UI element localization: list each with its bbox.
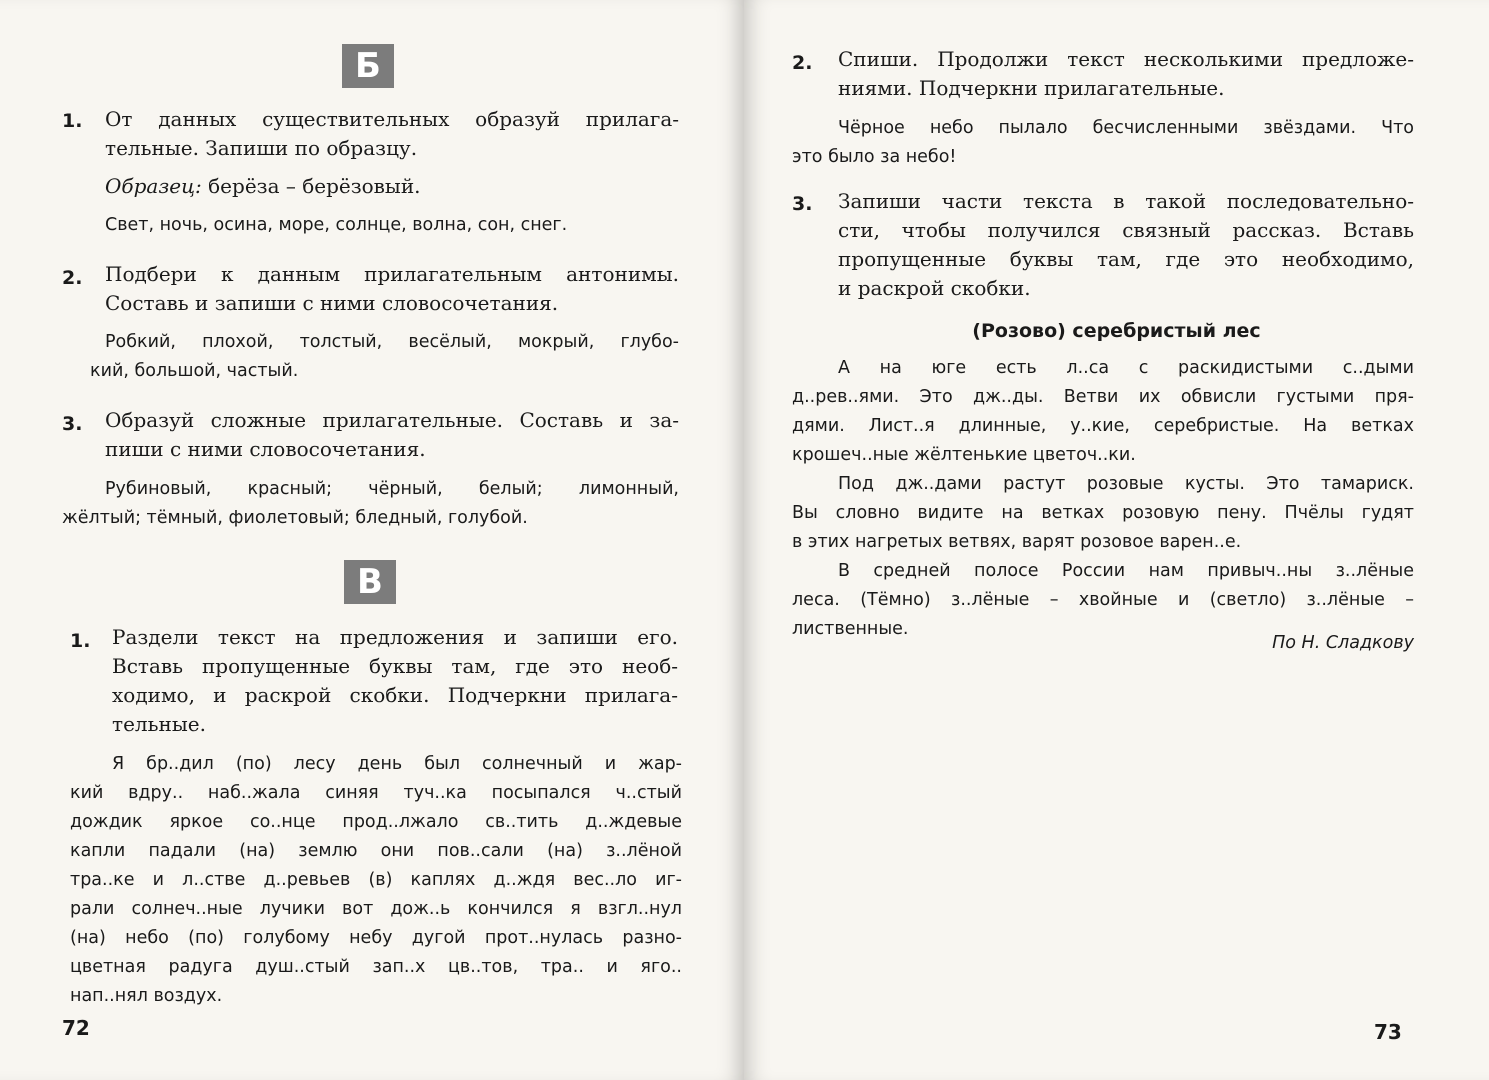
story-line: В средней полосе России нам привыч..ны з..лёные [838, 561, 1414, 581]
story-title: (Розово) серебристый лес [972, 320, 1261, 342]
task-v1-text-line: Я бр..дил (по) лесу день был солнечный и жар- [112, 754, 682, 774]
story-line: Вы словно видите на ветках розовую пену. Пчёлы гудят [792, 503, 1414, 523]
task-v1-text-line: дождик яркое со..нце прод..лжало св..тить д..ждевые [70, 812, 682, 832]
task-v1-instruction [112, 623, 678, 739]
task-1-number: 1. [62, 110, 83, 132]
right-task-2-text [792, 114, 1414, 172]
right-task-3-line: пропущенные буквы там, где это необходимо, [838, 247, 1414, 271]
right-task-2-line: Спиши. Продолжи текст несколькими предложе- [838, 47, 1414, 71]
task-2-words-line: Робкий, плохой, толстый, весёлый, мокрый, глубо- [105, 332, 679, 352]
sample-text: берёза – берёзовый. [201, 174, 421, 198]
right-task-2-line: ниями. Подчеркни прилагательные. [838, 76, 1225, 100]
task-v1-line: Вставь пропущенные буквы там, где это необ- [112, 654, 678, 678]
task-v1-line: тельные. [112, 712, 206, 736]
story-author: По Н. Сладкову [1272, 633, 1414, 653]
task-1-line: тельные. Запиши по образцу. [105, 136, 418, 160]
task-1-sample [105, 172, 421, 201]
task-2-words [90, 328, 679, 386]
story-line: д..рев..ями. Это дж..ды. Ветви их обвисли густыми пря- [792, 387, 1414, 407]
task-3-line: Образуй сложные прилагательные. Составь и за- [105, 408, 679, 432]
section-v-badge: В [344, 560, 396, 604]
right-task-2-instruction [838, 45, 1414, 103]
right-task-3-instruction [838, 187, 1414, 303]
task-v1-text-line: тра..ке и л..стве д..ревьев (в) каплях д..ждя вес..ло иг- [70, 870, 682, 890]
section-b-badge: Б [342, 44, 394, 88]
story-line: дями. Лист..я длинные, у..кие, серебристые. На ветках [792, 416, 1414, 436]
story-line: лиственные. [792, 619, 909, 639]
task-v1-text [70, 750, 682, 1011]
task-2-instruction [105, 260, 679, 318]
page-number-right: 73 [1374, 1020, 1402, 1044]
right-task-2-number: 2. [792, 52, 813, 74]
right-task-3-number: 3. [792, 193, 813, 215]
story-line: Под дж..дами растут розовые кусты. Это тамариск. [838, 474, 1414, 494]
task-2-line: Составь и запиши с ними словосочетания. [105, 291, 559, 315]
right-task-3-line: Запиши части текста в такой последовательно- [838, 189, 1414, 213]
right-task-3-line: сти, чтобы получился связный рассказ. Вставь [838, 218, 1414, 242]
task-v1-number: 1. [70, 630, 91, 652]
task-3-line: пиши с ними словосочетания. [105, 437, 426, 461]
story-line: леса. (Тёмно) з..лёные – хвойные и (светло) з..лёные – [792, 590, 1414, 610]
task-v1-text-line: капли падали (на) землю они пов..сали (на) з..лёной [70, 841, 682, 861]
page-number-left: 72 [62, 1016, 90, 1040]
task-2-number: 2. [62, 267, 83, 289]
task-v1-text-line: (на) небо (по) голубому небу дугой прот..нулась разно- [70, 928, 682, 948]
task-1-line: От данных существительных образуй прилага- [105, 107, 679, 131]
right-task-2-text-line: это было за небо! [792, 147, 957, 167]
task-3-words [62, 475, 679, 533]
task-3-instruction [105, 406, 679, 464]
task-1-words-line: Свет, ночь, осина, море, солнце, волна, сон, снег. [105, 215, 568, 235]
left-page [0, 0, 744, 1080]
task-v1-text-line: кий вдру.. наб..жала синяя туч..ка посыпался ч..стый [70, 783, 682, 803]
task-2-line: Подбери к данным прилагательным антонимы. [105, 262, 679, 286]
task-3-words-line: жёлтый; тёмный, фиолетовый; бледный, голубой. [62, 508, 528, 528]
task-v1-text-line: рали солнеч..ные лучики вот дож..ь кончился я взгл..нул [70, 899, 682, 919]
task-3-words-line: Рубиновый, красный; чёрный, белый; лимонный, [105, 479, 679, 499]
task-v1-text-line: цветная радуга душ..стый зап..х цв..тов, тра.. и яго.. [70, 957, 682, 977]
task-v1-text-line: нап..нял воздух. [70, 986, 223, 1006]
story-line: в этих нагретых ветвях, варят розовое варен..е. [792, 532, 1242, 552]
task-v1-line: ходимо, и раскрой скобки. Подчеркни прилага- [112, 683, 678, 707]
story-line: крошеч..ные жёлтенькие цветоч..ки. [792, 445, 1136, 465]
task-1-instruction [105, 105, 679, 163]
task-3-number: 3. [62, 413, 83, 435]
sample-label: Образец: [105, 174, 202, 198]
story-line: А на юге есть л..са с раскидистыми с..дыми [838, 358, 1414, 378]
task-2-words-line: кий, большой, частый. [90, 361, 299, 381]
story-text [792, 354, 1414, 644]
task-1-words [105, 211, 675, 240]
right-task-3-line: и раскрой скобки. [838, 276, 1031, 300]
right-page [744, 0, 1489, 1080]
task-v1-line: Раздели текст на предложения и запиши его. [112, 625, 678, 649]
right-task-2-text-line: Чёрное небо пылало бесчисленными звёздами. Что [838, 118, 1414, 138]
